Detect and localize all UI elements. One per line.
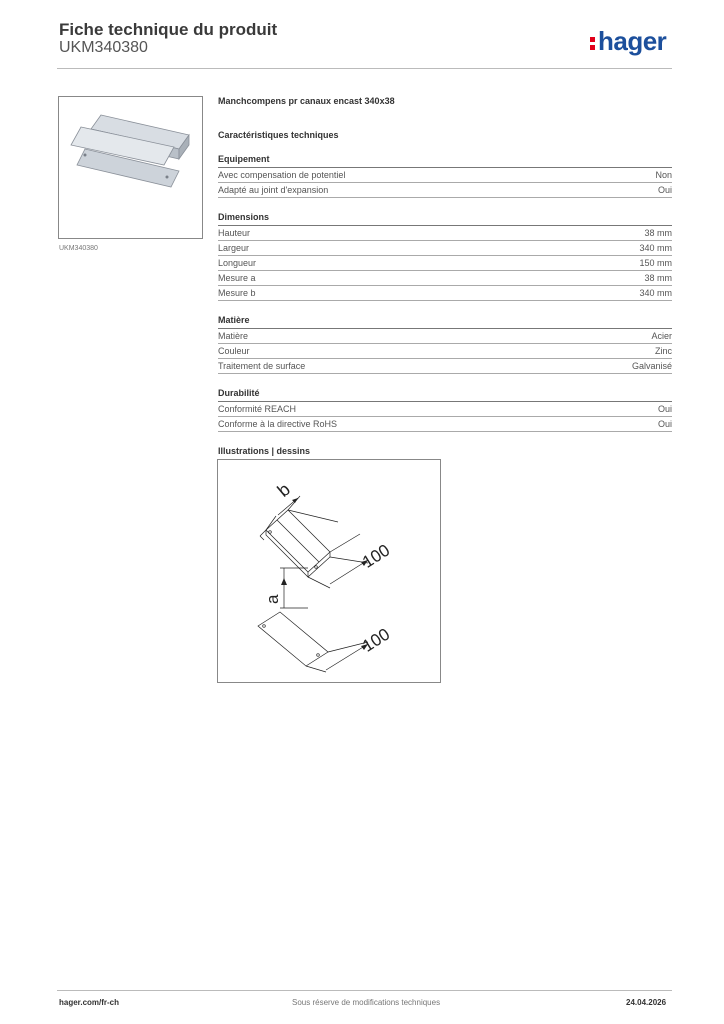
spec-label: Matière <box>218 331 249 341</box>
spec-label: Largeur <box>218 243 250 253</box>
spec-value: Oui <box>657 185 672 195</box>
group-equipement <box>218 154 672 198</box>
spec-row <box>218 241 672 256</box>
spec-row <box>218 359 672 374</box>
group-dimensions <box>218 212 672 301</box>
spec-value: Non <box>655 170 672 180</box>
spec-label: Couleur <box>218 346 250 356</box>
group-durabilite <box>218 388 672 432</box>
spec-row <box>218 256 672 271</box>
group-title: Matière <box>218 315 672 329</box>
footer-divider <box>57 990 672 991</box>
spec-sheet <box>218 96 672 456</box>
spec-label: Adapté au joint d'expansion <box>218 185 329 195</box>
spec-value: 38 mm <box>644 273 672 283</box>
product-code: UKM340380 <box>59 39 148 56</box>
product-name: Manchcompens pr canaux encast 340x38 <box>218 96 395 106</box>
spec-value: Zinc <box>654 346 672 356</box>
spec-label: Hauteur <box>218 228 251 238</box>
illustrations-title: Illustrations | dessins <box>218 446 311 456</box>
spec-row <box>218 226 672 241</box>
section-title: Caractéristiques techniques <box>218 130 339 140</box>
label-dim-bottom: 100 <box>359 624 394 656</box>
spec-row <box>218 183 672 198</box>
spec-row <box>218 168 672 183</box>
spec-label: Conforme à la directive RoHS <box>218 419 338 429</box>
spec-row <box>218 344 672 359</box>
hager-logo <box>590 26 666 57</box>
image-caption: UKM340380 <box>59 245 98 252</box>
spec-label: Conformité REACH <box>218 404 297 414</box>
label-b: b <box>273 479 294 501</box>
spec-row <box>218 402 672 417</box>
product-image <box>58 96 203 239</box>
footer-disclaimer: Sous réserve de modifications techniques <box>292 998 441 1007</box>
label-dim-top: 100 <box>359 540 394 572</box>
spec-label: Traitement de surface <box>218 361 306 371</box>
spec-value: Galvanisé <box>631 361 672 371</box>
dimension-drawing <box>217 459 441 683</box>
group-title: Dimensions <box>218 212 672 226</box>
label-a: a <box>263 594 282 604</box>
header-divider <box>57 68 672 69</box>
spec-label: Avec compensation de potentiel <box>218 170 346 180</box>
spec-value: Oui <box>657 404 672 414</box>
spec-label: Mesure a <box>218 273 256 283</box>
group-matiere <box>218 315 672 374</box>
spec-value: Oui <box>657 419 672 429</box>
spec-row <box>218 329 672 344</box>
spec-row <box>218 286 672 301</box>
group-title: Durabilité <box>218 388 672 402</box>
spec-row <box>218 417 672 432</box>
spec-value: 38 mm <box>644 228 672 238</box>
footer-website: hager.com/fr-ch <box>59 998 120 1007</box>
spec-value: 340 mm <box>639 288 672 298</box>
group-title: Equipement <box>218 154 672 168</box>
spec-row <box>218 271 672 286</box>
footer-date: 24.04.2026 <box>626 998 667 1007</box>
spec-label: Mesure b <box>218 288 256 298</box>
logo-mark-icon <box>590 35 595 50</box>
page-title: Fiche technique du produit <box>59 20 278 39</box>
spec-label: Longueur <box>218 258 257 268</box>
logo-text: hager <box>598 26 667 56</box>
spec-value: 150 mm <box>639 258 672 268</box>
spec-value: 340 mm <box>639 243 672 253</box>
spec-value: Acier <box>651 331 672 341</box>
